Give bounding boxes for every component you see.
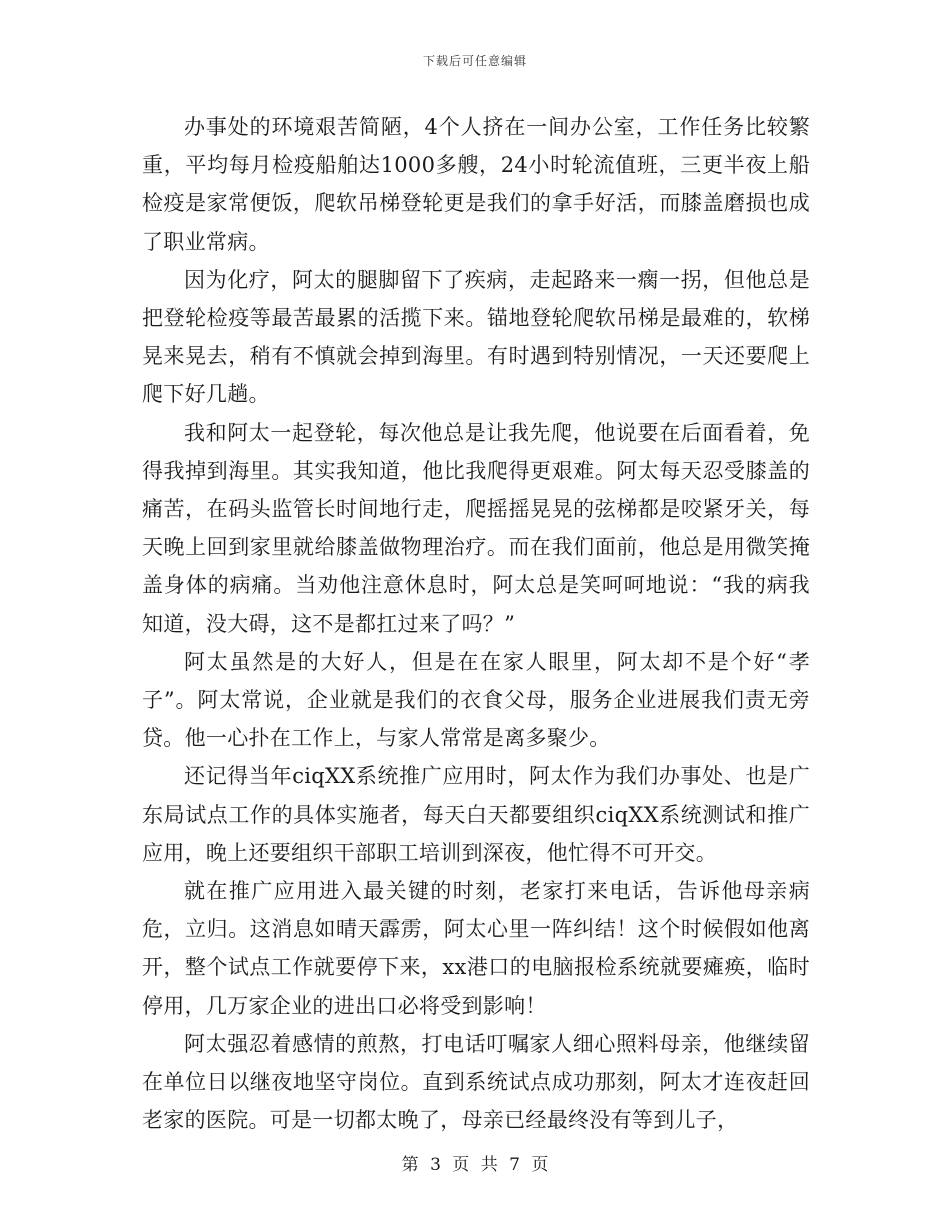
paragraph: 阿太强忍着感情的煎熬，打电话叮嘱家人细心照料母亲，他继续留在单位日以继夜地坚守岗位。直到系统试点成功那刻，阿太才连夜赶回老家的医院。可是一切都太晚了，母亲已经最终没有等到儿子，	[142, 1031, 810, 1133]
paragraph: 办事处的环境艰苦简陋，4个人挤在一间办公室，工作任务比较繁重，平均每月检疫船舶达1000多艘，24小时轮流值班，三更半夜上船检疫是家常便饭，爬软吊梯登轮更是我们的拿手好活，而膝盖磨损也成了职业常病。	[142, 115, 810, 254]
page-number-footer: 第 3 页 共 7 页	[401, 1155, 549, 1175]
page-header: 下载后可任意编辑	[422, 54, 527, 68]
paragraph: 因为化疗，阿太的腿脚留下了疾病，走起路来一瘸一拐，但他总是把登轮检疫等最苦最累的活揽下来。锚地登轮爬软吊梯是最难的，软梯晃来晃去，稍有不慎就会掉到海里。有时遇到特别情况，一天还要爬上爬下好几趟。	[142, 267, 810, 407]
paragraph: 还记得当年ciqXX系统推广应用时，阿太作为我们办事处、也是广东局试点工作的具体实施者，每天白天都要组织ciqXX系统测试和推广应用，晚上还要组织干部职工培训到深夜，他忙得不可开交。	[142, 764, 810, 865]
paragraph: 就在推广应用进入最关键的时刻，老家打来电话，告诉他母亲病危，立归。这消息如晴天霹雳，阿太心里一阵纠结！这个时候假如他离开，整个试点工作就要停下来，xx港口的电脑报检系统就要瘫痪，临时停用，几万家企业的进出口必将受到影响！	[142, 879, 810, 1018]
paragraph: 阿太虽然是的大好人，但是在在家人眼里，阿太却不是个好“孝子”。阿太常说，企业就是我们的衣食父母，服务企业进展我们责无旁贷。他一心扑在工作上，与家人常常是离多聚少。	[142, 649, 810, 751]
document-body	[142, 108, 810, 1139]
paragraph: 我和阿太一起登轮，每次他总是让我先爬，他说要在后面看着，免得我掉到海里。其实我知道，他比我爬得更艰难。阿太每天忍受膝盖的痛苦，在码头监管长时间地行走，爬摇摇晃晃的弦梯都是咬紧牙关，每天晚上回到家里就给膝盖做物理治疗。而在我们面前，他总是用微笑掩盖身体的病痛。当劝他注意休息时，阿太总是笑呵呵地说：“我的病我知道，没大碍，这不是都扛过来了吗？”	[142, 420, 810, 636]
